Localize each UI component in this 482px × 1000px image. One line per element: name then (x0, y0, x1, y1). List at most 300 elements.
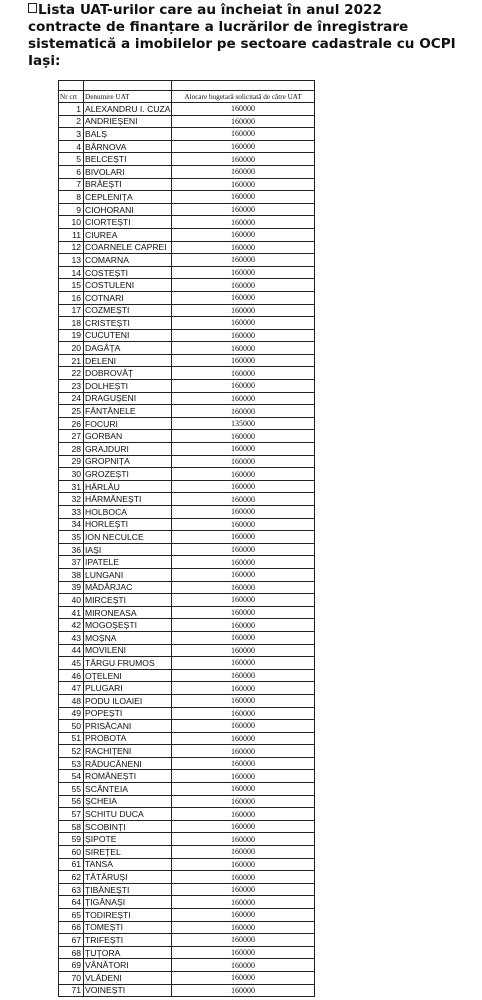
uat-name: CEPLENIȚA (84, 191, 172, 204)
spacer-cell (59, 81, 84, 91)
row-number: 64 (59, 896, 84, 909)
budget-allocation: 160000 (172, 682, 315, 695)
row-number: 67 (59, 934, 84, 947)
row-number: 59 (59, 833, 84, 846)
uat-name: SCOBINȚI (84, 820, 172, 833)
table-row (59, 606, 315, 619)
uat-name: MIRCEȘTI (84, 594, 172, 607)
table-row (59, 707, 315, 720)
budget-allocation: 160000 (172, 984, 315, 997)
table-row (59, 241, 315, 254)
uat-name: TRIFEȘTI (84, 934, 172, 947)
table-row (59, 443, 315, 456)
row-number: 33 (59, 506, 84, 519)
table-row (59, 153, 315, 166)
uat-name: COMARNA (84, 254, 172, 267)
row-number: 48 (59, 694, 84, 707)
uat-table (58, 80, 315, 997)
table-row (59, 795, 315, 808)
row-number: 1 (59, 103, 84, 116)
table-row (59, 757, 315, 770)
budget-allocation: 160000 (172, 455, 315, 468)
table-row (59, 745, 315, 758)
spacer-cell (172, 81, 315, 91)
budget-allocation: 160000 (172, 405, 315, 418)
row-number: 23 (59, 380, 84, 393)
table-row (59, 140, 315, 153)
table-row (59, 833, 315, 846)
table-row (59, 291, 315, 304)
row-number: 13 (59, 254, 84, 267)
table-row (59, 317, 315, 330)
table-row (59, 657, 315, 670)
uat-name: OȚELENI (84, 669, 172, 682)
budget-allocation: 160000 (172, 304, 315, 317)
row-number: 32 (59, 493, 84, 506)
budget-allocation: 160000 (172, 732, 315, 745)
budget-allocation: 160000 (172, 493, 315, 506)
row-number: 28 (59, 443, 84, 456)
row-number: 12 (59, 241, 84, 254)
table-row (59, 669, 315, 682)
table-row (59, 644, 315, 657)
budget-allocation: 160000 (172, 694, 315, 707)
budget-allocation: 160000 (172, 480, 315, 493)
uat-name: IPATELE (84, 556, 172, 569)
row-number: 65 (59, 909, 84, 922)
heading-line-4: Iași: (28, 53, 61, 69)
budget-allocation: 160000 (172, 254, 315, 267)
uat-name: VÂNĂTORI (84, 959, 172, 972)
row-number: 5 (59, 153, 84, 166)
budget-allocation: 160000 (172, 820, 315, 833)
uat-name: ȚUȚORA (84, 946, 172, 959)
budget-allocation: 160000 (172, 581, 315, 594)
table-row (59, 417, 315, 430)
heading-line-2: contracte de finanțare a lucrărilor de înregistrare (28, 19, 409, 35)
uat-name: CIOHORANI (84, 203, 172, 216)
row-number: 46 (59, 669, 84, 682)
table-row (59, 896, 315, 909)
budget-allocation: 160000 (172, 783, 315, 796)
uat-name: FOCURI (84, 417, 172, 430)
budget-allocation: 160000 (172, 770, 315, 783)
uat-name: ALEXANDRU I. CUZA (85, 103, 171, 114)
uat-name: ȘIPOTE (84, 833, 172, 846)
row-number: 10 (59, 216, 84, 229)
row-number: 19 (59, 329, 84, 342)
budget-allocation: 160000 (172, 757, 315, 770)
budget-allocation: 160000 (172, 203, 315, 216)
uat-name: CIORTEȘTI (84, 216, 172, 229)
uat-name: ANDRIEȘENI (84, 115, 172, 128)
uat-name: GROZEȘTI (84, 468, 172, 481)
budget-allocation: 160000 (172, 266, 315, 279)
table-row (59, 455, 315, 468)
uat-name: LUNGANI (84, 568, 172, 581)
column-header-nr: Nr crt (59, 91, 84, 103)
row-number: 27 (59, 430, 84, 443)
budget-allocation: 160000 (172, 506, 315, 519)
table-row (59, 228, 315, 241)
table-row (59, 304, 315, 317)
row-number: 21 (59, 354, 84, 367)
table-spacer-row (59, 81, 315, 91)
row-number: 34 (59, 518, 84, 531)
budget-allocation: 160000 (172, 644, 315, 657)
uat-name: TOMEȘTI (84, 921, 172, 934)
document-heading (28, 2, 468, 70)
budget-allocation: 160000 (172, 178, 315, 191)
row-number: 29 (59, 455, 84, 468)
budget-allocation: 160000 (172, 971, 315, 984)
budget-allocation: 160000 (172, 808, 315, 821)
row-number: 11 (59, 228, 84, 241)
uat-name: DOBROVĂȚ (84, 367, 172, 380)
table-row (59, 254, 315, 267)
budget-allocation: 160000 (172, 959, 315, 972)
table-row (59, 531, 315, 544)
budget-allocation: 160000 (172, 128, 315, 141)
row-number: 47 (59, 682, 84, 695)
table-header-row (59, 91, 315, 103)
budget-allocation: 160000 (172, 367, 315, 380)
budget-allocation: 160000 (172, 543, 315, 556)
uat-name: ȚIGĂNAȘI (84, 896, 172, 909)
uat-name: GORBAN (84, 430, 172, 443)
uat-name: PROBOTA (84, 732, 172, 745)
budget-allocation: 160000 (172, 115, 315, 128)
uat-table-head (59, 81, 315, 103)
uat-name: MOȘNA (84, 631, 172, 644)
uat-name: PLUGARI (84, 682, 172, 695)
uat-name: COSTEȘTI (84, 266, 172, 279)
budget-allocation: 160000 (172, 833, 315, 846)
uat-name: CUCUTENI (84, 329, 172, 342)
column-header-name: Denumire UAT (84, 91, 172, 103)
uat-name: HOLBOCA (84, 506, 172, 519)
uat-name: COARNELE CAPREI (84, 241, 172, 254)
row-number: 38 (59, 568, 84, 581)
row-number: 7 (59, 178, 84, 191)
budget-allocation: 160000 (172, 934, 315, 947)
row-number: 15 (59, 279, 84, 292)
budget-allocation: 160000 (172, 342, 315, 355)
uat-name: DRAGUȘENI (84, 392, 172, 405)
table-row (59, 720, 315, 733)
table-row (59, 342, 315, 355)
budget-allocation: 160000 (172, 631, 315, 644)
uat-name: HĂRMĂNEȘTI (84, 493, 172, 506)
uat-name: ION NECULCE (84, 531, 172, 544)
table-row (59, 694, 315, 707)
budget-allocation: 160000 (172, 430, 315, 443)
table-row (59, 216, 315, 229)
uat-name: DAGÂȚA (84, 342, 172, 355)
table-row (59, 568, 315, 581)
table-row (59, 631, 315, 644)
table-row (59, 380, 315, 393)
uat-name: COTNARI (84, 291, 172, 304)
row-number: 55 (59, 783, 84, 796)
uat-name: SCÂNTEIA (84, 783, 172, 796)
table-row (59, 682, 315, 695)
row-number: 4 (59, 140, 84, 153)
row-number: 69 (59, 959, 84, 972)
row-number: 56 (59, 795, 84, 808)
uat-name: ȘCHEIA (84, 795, 172, 808)
column-header-allocation: Alocare bugetară solicitată de către UAT (172, 91, 315, 103)
heading-line-1: Lista UAT-urilor care au încheiat în anul 2022 (38, 2, 382, 18)
row-number: 63 (59, 883, 84, 896)
table-row (59, 556, 315, 569)
row-number: 49 (59, 707, 84, 720)
table-row (59, 934, 315, 947)
table-row (59, 392, 315, 405)
table-row (59, 518, 315, 531)
row-number: 20 (59, 342, 84, 355)
table-row (59, 984, 315, 997)
uat-name: PODU ILOAIEI (84, 694, 172, 707)
uat-name: HORLEȘTI (84, 518, 172, 531)
row-number: 62 (59, 871, 84, 884)
row-number: 18 (59, 317, 84, 330)
table-row (59, 959, 315, 972)
row-number: 36 (59, 543, 84, 556)
table-row (59, 493, 315, 506)
uat-name: ROMÂNEȘTI (84, 770, 172, 783)
row-number: 25 (59, 405, 84, 418)
budget-allocation: 160000 (172, 354, 315, 367)
row-number: 58 (59, 820, 84, 833)
row-number: 71 (59, 984, 84, 997)
budget-allocation: 160000 (172, 795, 315, 808)
budget-allocation: 160000 (172, 191, 315, 204)
row-number: 3 (59, 128, 84, 141)
uat-name: TĂTĂRUȘI (84, 871, 172, 884)
table-row (59, 770, 315, 783)
row-number: 44 (59, 644, 84, 657)
uat-name: BIVOLARI (84, 165, 172, 178)
table-row (59, 367, 315, 380)
row-number: 60 (59, 846, 84, 859)
table-row (59, 871, 315, 884)
budget-allocation: 160000 (172, 858, 315, 871)
uat-name: MĂDÂRJAC (84, 581, 172, 594)
uat-name: PRISĂCANI (84, 720, 172, 733)
row-number: 51 (59, 732, 84, 745)
row-number: 2 (59, 115, 84, 128)
table-row (59, 354, 315, 367)
row-number: 70 (59, 971, 84, 984)
budget-allocation: 160000 (172, 216, 315, 229)
uat-name: MIRONEASA (84, 606, 172, 619)
row-number: 35 (59, 531, 84, 544)
budget-allocation: 160000 (172, 669, 315, 682)
row-number: 30 (59, 468, 84, 481)
budget-allocation: 160000 (172, 921, 315, 934)
row-number: 43 (59, 631, 84, 644)
table-row (59, 783, 315, 796)
table-row (59, 594, 315, 607)
uat-name: TÂRGU FRUMOS (84, 657, 172, 670)
table-row (59, 946, 315, 959)
row-number: 9 (59, 203, 84, 216)
row-number: 39 (59, 581, 84, 594)
uat-name: COZMEȘTI (84, 304, 172, 317)
budget-allocation: 160000 (172, 291, 315, 304)
uat-name: BELCEȘTI (84, 153, 172, 166)
uat-name: RĂDUCĂNENI (84, 757, 172, 770)
table-row (59, 846, 315, 859)
uat-name: GROPNIȚA (84, 455, 172, 468)
checkbox-glyph-icon (28, 3, 37, 13)
budget-allocation: 160000 (172, 896, 315, 909)
table-row (59, 103, 315, 116)
uat-name: CRISTEȘTI (84, 317, 172, 330)
uat-table-body (59, 103, 315, 997)
row-number: 42 (59, 619, 84, 632)
table-row (59, 581, 315, 594)
uat-name: MOGOȘEȘTI (84, 619, 172, 632)
row-number: 24 (59, 392, 84, 405)
budget-allocation: 160000 (172, 443, 315, 456)
uat-name: VLĂDENI (84, 971, 172, 984)
row-number: 68 (59, 946, 84, 959)
row-number: 50 (59, 720, 84, 733)
uat-name: COSTULENI (84, 279, 172, 292)
table-row (59, 909, 315, 922)
budget-allocation: 160000 (172, 883, 315, 896)
row-number: 16 (59, 291, 84, 304)
budget-allocation: 135000 (172, 417, 315, 430)
budget-allocation: 160000 (172, 745, 315, 758)
table-row (59, 506, 315, 519)
heading-line-3: sistematică a imobilelor pe sectoare cadastrale cu OCPI (28, 36, 456, 52)
budget-allocation: 160000 (172, 103, 315, 116)
uat-name: FÂNTÂNELE (84, 405, 172, 418)
budget-allocation: 160000 (172, 556, 315, 569)
budget-allocation: 160000 (172, 279, 315, 292)
row-number: 6 (59, 165, 84, 178)
table-row (59, 405, 315, 418)
row-number: 66 (59, 921, 84, 934)
table-row (59, 191, 315, 204)
table-row (59, 430, 315, 443)
table-row (59, 883, 315, 896)
table-row (59, 820, 315, 833)
budget-allocation: 160000 (172, 871, 315, 884)
budget-allocation: 160000 (172, 619, 315, 632)
table-row (59, 921, 315, 934)
uat-name: HÂRLĂU (84, 480, 172, 493)
table-row (59, 971, 315, 984)
table-row (59, 203, 315, 216)
uat-name: IAȘI (84, 543, 172, 556)
row-number: 26 (59, 417, 84, 430)
row-number: 17 (59, 304, 84, 317)
budget-allocation: 160000 (172, 846, 315, 859)
budget-allocation: 160000 (172, 228, 315, 241)
budget-allocation: 160000 (172, 329, 315, 342)
budget-allocation: 160000 (172, 568, 315, 581)
row-number: 45 (59, 657, 84, 670)
budget-allocation: 160000 (172, 241, 315, 254)
spacer-cell (84, 81, 172, 91)
table-row (59, 480, 315, 493)
budget-allocation: 160000 (172, 946, 315, 959)
row-number: 31 (59, 480, 84, 493)
uat-name: BRÂEȘTI (84, 178, 172, 191)
row-number: 22 (59, 367, 84, 380)
uat-name: SCHITU DUCA (84, 808, 172, 821)
uat-name: RACHIȚENI (84, 745, 172, 758)
table-row (59, 468, 315, 481)
table-row (59, 858, 315, 871)
table-row (59, 279, 315, 292)
table-row (59, 178, 315, 191)
budget-allocation: 160000 (172, 165, 315, 178)
budget-allocation: 160000 (172, 606, 315, 619)
row-number: 53 (59, 757, 84, 770)
uat-name: DELENI (84, 354, 172, 367)
row-number: 8 (59, 191, 84, 204)
uat-name: DOLHEȘTI (84, 380, 172, 393)
uat-name: POPEȘTI (84, 707, 172, 720)
budget-allocation: 160000 (172, 153, 315, 166)
row-number: 41 (59, 606, 84, 619)
row-number: 37 (59, 556, 84, 569)
uat-name: BALȘ (84, 128, 172, 141)
budget-allocation: 160000 (172, 518, 315, 531)
table-row (59, 115, 315, 128)
uat-name: VOINEȘTI (84, 984, 172, 997)
row-number: 40 (59, 594, 84, 607)
budget-allocation: 160000 (172, 468, 315, 481)
row-number: 52 (59, 745, 84, 758)
table-row (59, 732, 315, 745)
row-number: 14 (59, 266, 84, 279)
table-row (59, 128, 315, 141)
table-row (59, 619, 315, 632)
budget-allocation: 160000 (172, 317, 315, 330)
budget-allocation: 160000 (172, 140, 315, 153)
budget-allocation: 160000 (172, 594, 315, 607)
budget-allocation: 160000 (172, 909, 315, 922)
uat-name: BÂRNOVA (84, 140, 172, 153)
uat-name: GRAJDURI (84, 443, 172, 456)
budget-allocation: 160000 (172, 657, 315, 670)
budget-allocation: 160000 (172, 380, 315, 393)
table-row (59, 329, 315, 342)
uat-name: SIREȚEL (84, 846, 172, 859)
uat-name: ȚIBĂNEȘTI (84, 883, 172, 896)
row-number: 61 (59, 858, 84, 871)
row-number: 54 (59, 770, 84, 783)
uat-name: MOVILENI (84, 644, 172, 657)
table-row (59, 543, 315, 556)
budget-allocation: 160000 (172, 720, 315, 733)
table-row (59, 808, 315, 821)
row-number: 57 (59, 808, 84, 821)
table-row (59, 165, 315, 178)
budget-allocation: 160000 (172, 707, 315, 720)
budget-allocation: 160000 (172, 392, 315, 405)
table-row (59, 266, 315, 279)
uat-name: TODIREȘTI (84, 909, 172, 922)
uat-name: CIUREA (84, 228, 172, 241)
budget-allocation: 160000 (172, 531, 315, 544)
